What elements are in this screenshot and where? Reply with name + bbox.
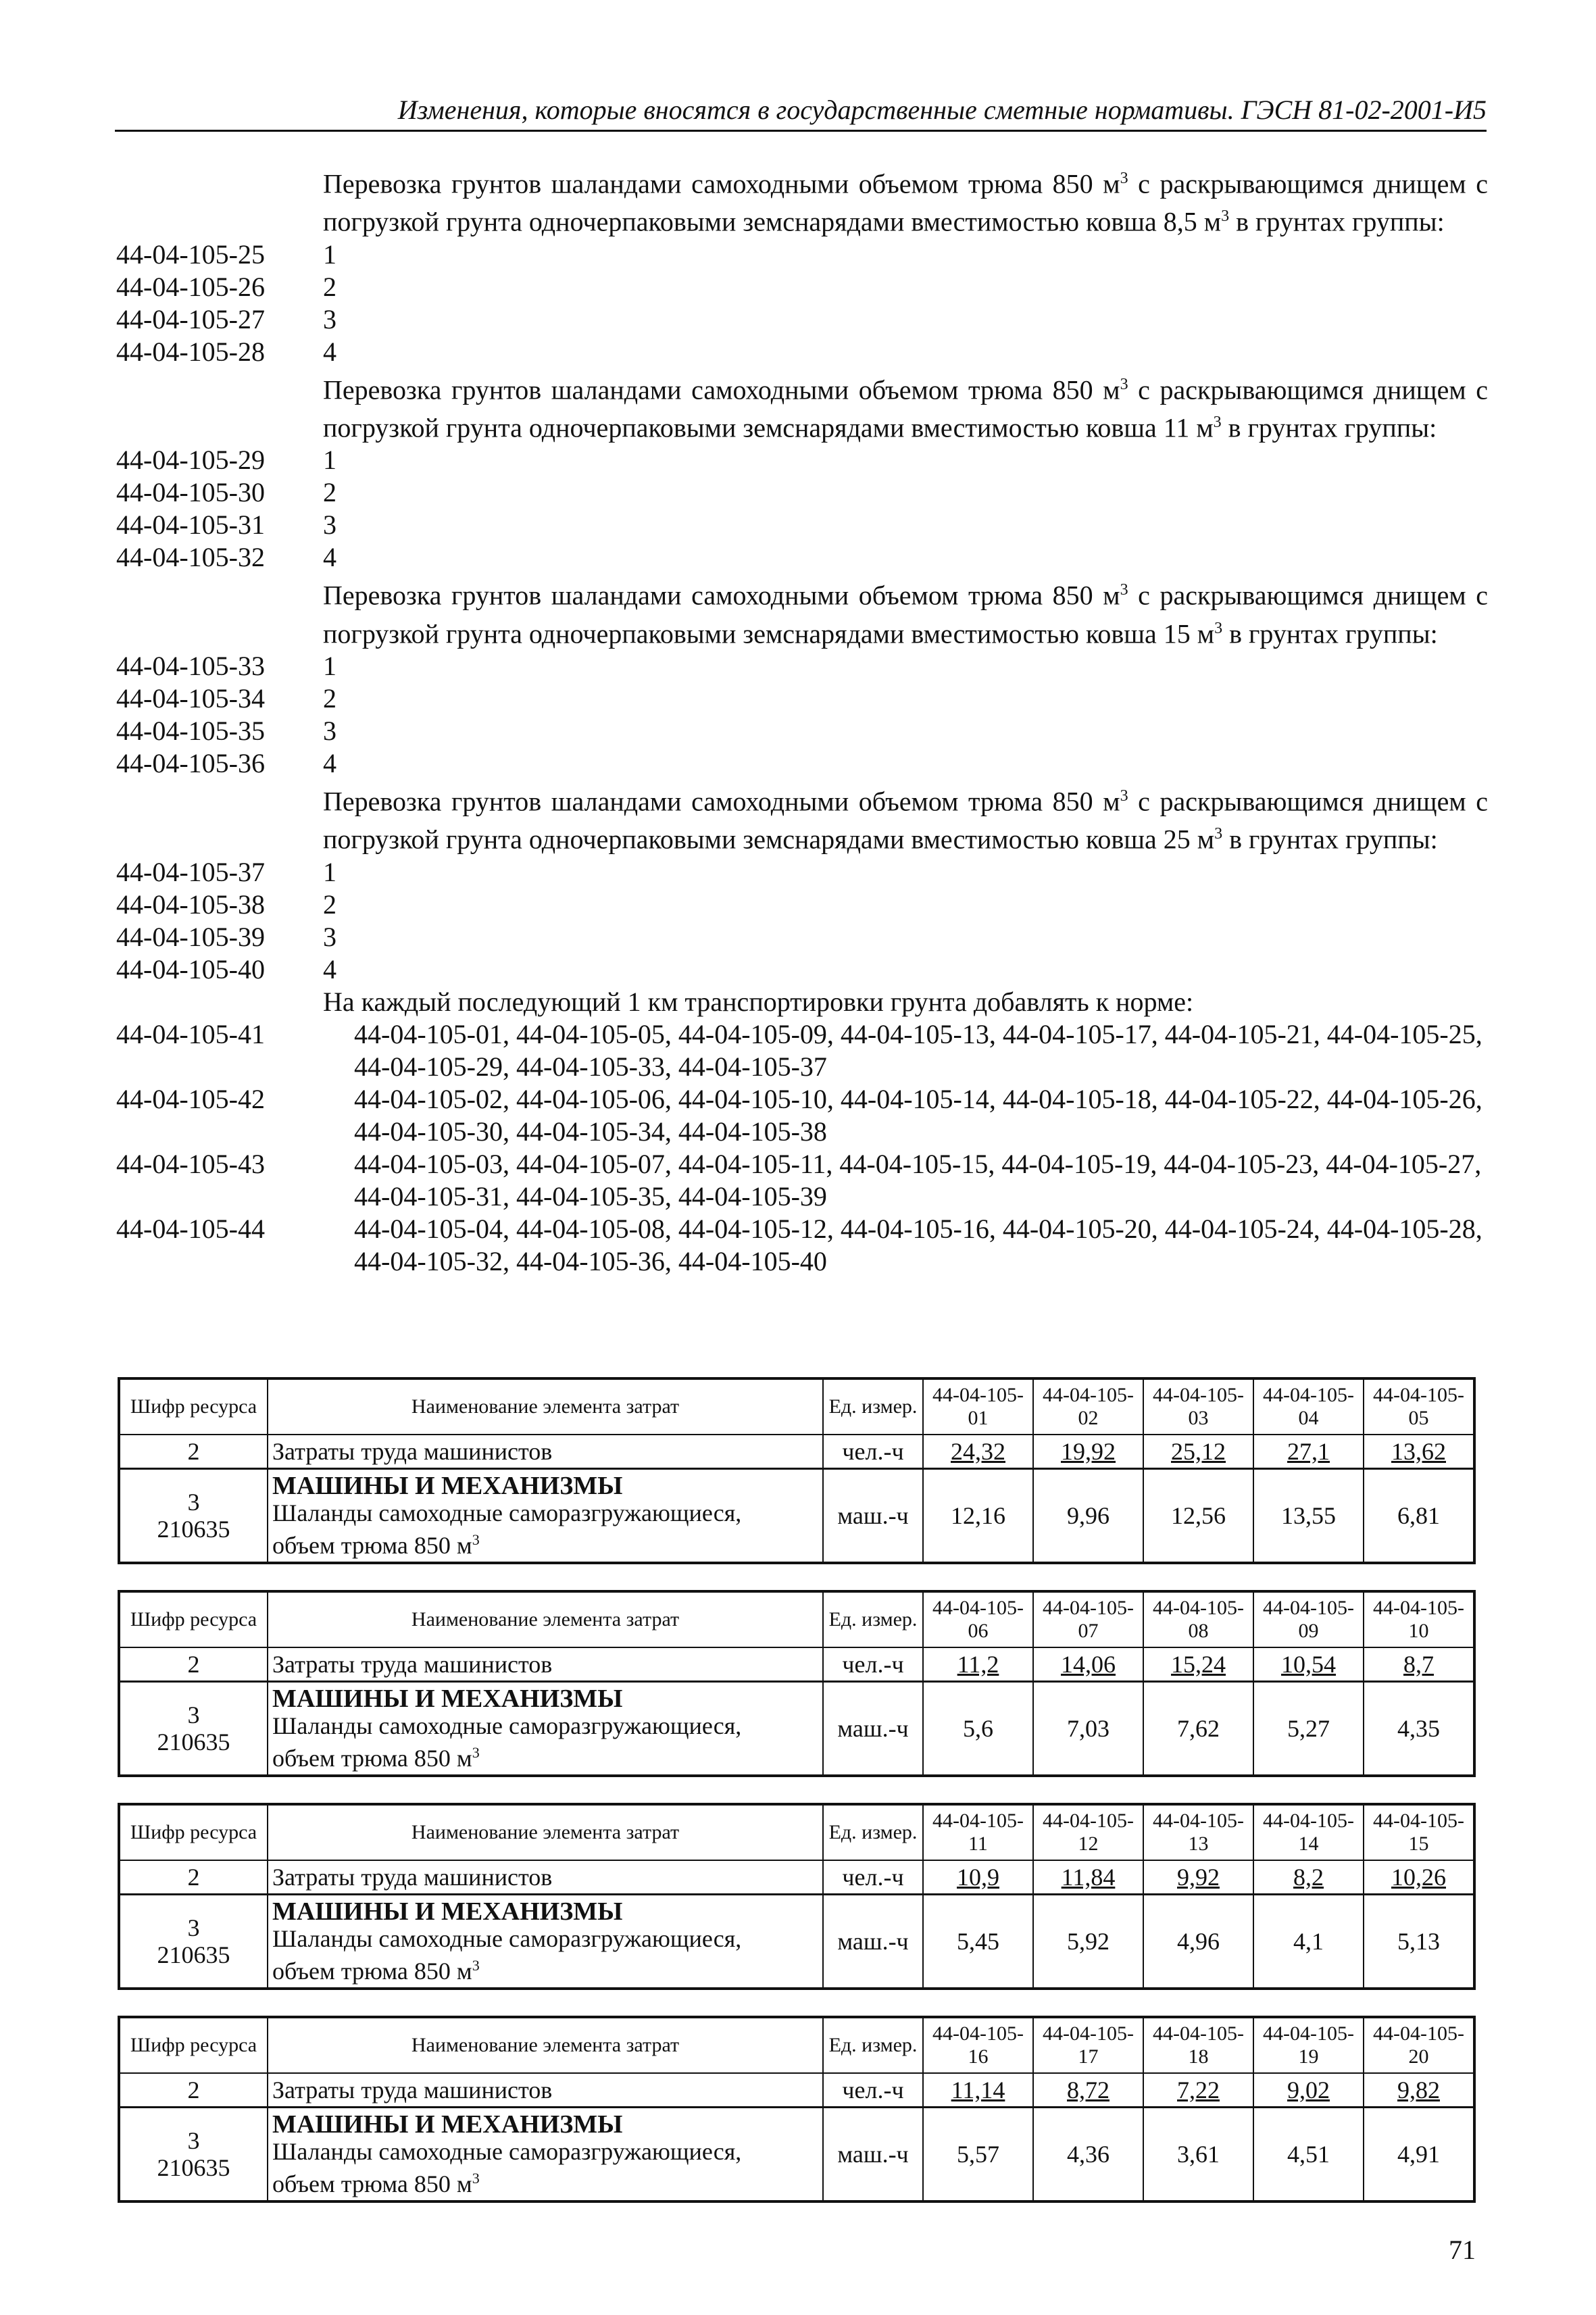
- unit: маш.-ч: [823, 2108, 923, 2202]
- value-cell: 11,14: [923, 2073, 1033, 2108]
- value-cell: 15,24: [1143, 1647, 1253, 1682]
- header-unit: Ед. измер.: [823, 1804, 923, 1860]
- machine-code: 210635: [157, 1728, 230, 1756]
- value-cell: 5,57: [923, 2108, 1033, 2202]
- header-norm-code: 44-04-105-02: [1033, 1378, 1143, 1435]
- norm-row: [116, 747, 1488, 780]
- norm-code: 44-04-105-26: [116, 271, 265, 302]
- norm-code: 44-04-105-43: [116, 1148, 265, 1179]
- value-cell: 5,13: [1364, 1895, 1474, 1989]
- norm-row: [116, 541, 1488, 574]
- soil-group-number: 2: [323, 477, 336, 508]
- referenced-norms: 44-04-105-02, 44-04-105-06, 44-04-105-10, 44-04-105-14, 44-04-105-18, 44-04-105-22, 44-04-105-26, 44-04-105-30, 44-04-105-34, 44-04-105-38: [354, 1083, 1482, 1147]
- soil-group-number: 3: [323, 509, 336, 541]
- header-norm-code: 44-04-105-01: [923, 1378, 1033, 1435]
- norm-code: 44-04-105-32: [116, 542, 265, 573]
- value-cell: 8,2: [1253, 1860, 1364, 1895]
- value-cell: 9,96: [1033, 1469, 1143, 1564]
- value-cell: 9,02: [1253, 2073, 1364, 2108]
- desc-part: с раскрывающимся днищем с погрузкой грунта одночерпаковыми земснарядами вместимостью ковша 8,5 м: [323, 168, 1488, 237]
- machine-name-text: объем трюма 850 м: [272, 2170, 472, 2197]
- table-header-row: [119, 1804, 1474, 1860]
- section-title: МАШИНЫ И МЕХАНИЗМЫ: [272, 2110, 623, 2139]
- table-header-row: [119, 1378, 1474, 1435]
- norm-row: [116, 476, 1488, 509]
- section-code: 3: [187, 2127, 200, 2154]
- soil-group-number: 4: [323, 542, 336, 573]
- norm-code: 44-04-105-33: [116, 650, 265, 681]
- machine-name-text: объем трюма 850 м: [272, 1745, 472, 1772]
- superscript: 3: [472, 1531, 480, 1548]
- norm-code: 44-04-105-28: [116, 336, 265, 367]
- table-row-labor: [119, 2073, 1474, 2108]
- superscript: 3: [472, 2170, 480, 2187]
- machine-name: Шаланды самоходные саморазгружающиеся,: [272, 1925, 742, 1952]
- section-code: 3: [187, 1701, 200, 1728]
- norm-code: 44-04-105-29: [116, 445, 265, 476]
- soil-group-number: 1: [323, 856, 336, 887]
- soil-group-number: 1: [323, 445, 336, 476]
- soil-group-number: 2: [323, 682, 336, 714]
- unit: чел.-ч: [823, 1647, 923, 1682]
- group-description: [323, 574, 1488, 650]
- value-cell: 12,56: [1143, 1469, 1253, 1564]
- table-row-machines: [119, 2108, 1474, 2202]
- value-cell: 7,62: [1143, 1682, 1253, 1776]
- machine-name-text: объем трюма 850 м: [272, 1958, 472, 1985]
- norm-row: [116, 889, 1488, 921]
- value-cell: 6,81: [1364, 1469, 1474, 1564]
- desc-part: в грунтах группы:: [1229, 206, 1445, 237]
- cost-element-name: Затраты труда машинистов: [268, 1435, 823, 1469]
- value-cell: 7,22: [1143, 2073, 1253, 2108]
- extra-row: [116, 1083, 1488, 1148]
- header-norm-code: 44-04-105-11: [923, 1804, 1033, 1860]
- norm-code: 44-04-105-31: [116, 509, 265, 541]
- norm-code: 44-04-105-34: [116, 682, 265, 714]
- value-cell: 5,27: [1253, 1682, 1364, 1776]
- header-norm-code: 44-04-105-05: [1364, 1378, 1474, 1435]
- norm-code: 44-04-105-27: [116, 303, 265, 334]
- soil-group-number: 4: [323, 953, 336, 985]
- resource-code: [119, 1469, 268, 1564]
- value-cell: 7,03: [1033, 1682, 1143, 1776]
- resource-table: [118, 2016, 1476, 2203]
- norm-row: [116, 953, 1488, 986]
- cost-element-name: Затраты труда машинистов: [268, 1647, 823, 1682]
- desc-part: в грунтах группы:: [1222, 618, 1438, 649]
- table-row-labor: [119, 1435, 1474, 1469]
- header-norm-code: 44-04-105-15: [1364, 1804, 1474, 1860]
- desc-part: Перевозка грунтов шаландами самоходными объемом трюма 850 м: [323, 580, 1120, 611]
- value-cell: 10,9: [923, 1860, 1033, 1895]
- norm-code: 44-04-105-35: [116, 715, 265, 746]
- norm-code: 44-04-105-39: [116, 921, 265, 952]
- norm-row: [116, 239, 1488, 271]
- header-norm-code: 44-04-105-13: [1143, 1804, 1253, 1860]
- norm-row: [116, 856, 1488, 889]
- section-title: МАШИНЫ И МЕХАНИЗМЫ: [272, 1685, 623, 1713]
- value-cell: 4,96: [1143, 1895, 1253, 1989]
- norms-list: [116, 162, 1488, 1278]
- group-description: [323, 162, 1488, 239]
- value-cell: 3,61: [1143, 2108, 1253, 2202]
- referenced-norms: 44-04-105-01, 44-04-105-05, 44-04-105-09, 44-04-105-13, 44-04-105-17, 44-04-105-21, 44-04-105-25, 44-04-105-29, 44-04-105-33, 44-04-105-37: [354, 1018, 1482, 1082]
- superscript: 3: [1120, 581, 1128, 599]
- cost-element-name: Затраты труда машинистов: [268, 1860, 823, 1895]
- value-cell: 13,62: [1364, 1435, 1474, 1469]
- header-norm-code: 44-04-105-18: [1143, 2017, 1253, 2073]
- page-number: 71: [1449, 2235, 1476, 2265]
- resource-table: [118, 1377, 1476, 1564]
- value-cell: 24,32: [923, 1435, 1033, 1469]
- header-unit: Ед. измер.: [823, 2017, 923, 2073]
- desc-part: в грунтах группы:: [1222, 824, 1438, 855]
- section-title: МАШИНЫ И МЕХАНИЗМЫ: [272, 1897, 623, 1926]
- norm-code: 44-04-105-36: [116, 747, 265, 778]
- extra-row: [116, 1213, 1488, 1278]
- value-cell: 25,12: [1143, 1435, 1253, 1469]
- machine-code: 210635: [157, 1516, 230, 1543]
- extra-row: [116, 1018, 1488, 1083]
- extra-row: [116, 1148, 1488, 1213]
- value-cell: 4,91: [1364, 2108, 1474, 2202]
- unit: маш.-ч: [823, 1469, 923, 1564]
- value-cell: 4,1: [1253, 1895, 1364, 1989]
- desc-part: Перевозка грунтов шаландами самоходными объемом трюма 850 м: [323, 168, 1120, 199]
- norm-row: [116, 921, 1488, 953]
- desc-part: в грунтах группы:: [1221, 412, 1437, 443]
- soil-group-number: 4: [323, 336, 336, 367]
- group-description: [323, 368, 1488, 445]
- header-norm-code: 44-04-105-20: [1364, 2017, 1474, 2073]
- machine-code: 210635: [157, 2154, 230, 2181]
- value-cell: 11,2: [923, 1647, 1033, 1682]
- value-cell: 12,16: [923, 1469, 1033, 1564]
- norm-row: [116, 509, 1488, 541]
- value-cell: 8,72: [1033, 2073, 1143, 2108]
- norm-row: [116, 271, 1488, 303]
- cost-element-name: [268, 1895, 823, 1989]
- value-cell: 19,92: [1033, 1435, 1143, 1469]
- norm-code: 44-04-105-44: [116, 1213, 265, 1244]
- norm-code: 44-04-105-40: [116, 953, 265, 985]
- norm-row: [116, 336, 1488, 368]
- header-norm-code: 44-04-105-14: [1253, 1804, 1364, 1860]
- resource-code: [119, 1682, 268, 1776]
- machine-name-cont: [272, 1952, 818, 1985]
- value-cell: 4,51: [1253, 2108, 1364, 2202]
- desc-part: Перевозка грунтов шаландами самоходными объемом трюма 850 м: [323, 374, 1120, 405]
- table-row-machines: [119, 1682, 1474, 1776]
- norm-code: 44-04-105-37: [116, 856, 265, 887]
- soil-group-number: 3: [323, 921, 336, 952]
- header-cost-element: Наименование элемента затрат: [268, 1804, 823, 1860]
- referenced-norms: 44-04-105-03, 44-04-105-07, 44-04-105-11, 44-04-105-15, 44-04-105-19, 44-04-105-23, 44-04-105-27, 44-04-105-31, 44-04-105-35, 44-04-105-39: [354, 1148, 1482, 1212]
- header-resource-code: Шифр ресурса: [119, 1804, 268, 1860]
- value-cell: 8,7: [1364, 1647, 1474, 1682]
- extra-intro: На каждый последующий 1 км транспортировки грунта добавлять к норме:: [323, 986, 1194, 1017]
- table-header-row: [119, 2017, 1474, 2073]
- norm-code: 44-04-105-42: [116, 1083, 265, 1114]
- resource-table: [118, 1803, 1476, 1990]
- unit: чел.-ч: [823, 1435, 923, 1469]
- superscript: 3: [1120, 787, 1128, 805]
- group-description: [323, 780, 1488, 856]
- norm-group: [116, 574, 1488, 780]
- norm-row: [116, 444, 1488, 476]
- header-norm-code: 44-04-105-12: [1033, 1804, 1143, 1860]
- referenced-norms: 44-04-105-04, 44-04-105-08, 44-04-105-12, 44-04-105-16, 44-04-105-20, 44-04-105-24, 44-04-105-28, 44-04-105-32, 44-04-105-36, 44-04-105-40: [354, 1213, 1482, 1276]
- norm-code: 44-04-105-30: [116, 477, 265, 508]
- cost-element-name: [268, 1682, 823, 1776]
- resource-code: 2: [119, 1860, 268, 1895]
- superscript: 3: [1214, 619, 1223, 637]
- desc-part: с раскрывающимся днищем с погрузкой грунта одночерпаковыми земснарядами вместимостью ковша 11 м: [323, 374, 1488, 443]
- superscript: 3: [472, 1957, 480, 1974]
- section-code: 3: [187, 1914, 200, 1941]
- header-norm-code: 44-04-105-16: [923, 2017, 1033, 2073]
- superscript: 3: [1213, 413, 1222, 431]
- norm-code: 44-04-105-41: [116, 1018, 265, 1049]
- desc-part: с раскрывающимся днищем с погрузкой грунта одночерпаковыми земснарядами вместимостью ковша 15 м: [323, 580, 1488, 649]
- value-cell: 10,54: [1253, 1647, 1364, 1682]
- header-cost-element: Наименование элемента затрат: [268, 1591, 823, 1647]
- resource-table: [118, 1590, 1476, 1777]
- table-row-machines: [119, 1469, 1474, 1564]
- cost-element-name: [268, 2108, 823, 2202]
- value-cell: 4,36: [1033, 2108, 1143, 2202]
- table-header-row: [119, 1591, 1474, 1647]
- table-row-labor: [119, 1647, 1474, 1682]
- superscript: 3: [1120, 170, 1128, 187]
- superscript: 3: [1221, 207, 1230, 226]
- value-cell: 27,1: [1253, 1435, 1364, 1469]
- machine-name-cont: [272, 1739, 818, 1772]
- norm-row: [116, 715, 1488, 747]
- resource-code: [119, 2108, 268, 2202]
- cost-element-name: [268, 1469, 823, 1564]
- header-norm-code: 44-04-105-08: [1143, 1591, 1253, 1647]
- section-code: 3: [187, 1489, 200, 1516]
- machine-name-cont: [272, 2165, 818, 2197]
- soil-group-number: 3: [323, 303, 336, 334]
- resource-code: [119, 1895, 268, 1989]
- resource-code: 2: [119, 2073, 268, 2108]
- header-resource-code: Шифр ресурса: [119, 2017, 268, 2073]
- header-resource-code: Шифр ресурса: [119, 1378, 268, 1435]
- cost-element-name: Затраты труда машинистов: [268, 2073, 823, 2108]
- soil-group-number: 1: [323, 650, 336, 681]
- header-norm-code: 44-04-105-03: [1143, 1378, 1253, 1435]
- value-cell: 9,92: [1143, 1860, 1253, 1895]
- soil-group-number: 3: [323, 715, 336, 746]
- header-unit: Ед. измер.: [823, 1378, 923, 1435]
- norm-group: [116, 368, 1488, 574]
- header-norm-code: 44-04-105-10: [1364, 1591, 1474, 1647]
- machine-name-text: объем трюма 850 м: [272, 1532, 472, 1559]
- desc-part: Перевозка грунтов шаландами самоходными объемом трюма 850 м: [323, 786, 1120, 817]
- soil-group-number: 2: [323, 271, 336, 302]
- header-norm-code: 44-04-105-09: [1253, 1591, 1364, 1647]
- resource-code: 2: [119, 1435, 268, 1469]
- header-norm-code: 44-04-105-04: [1253, 1378, 1364, 1435]
- value-cell: 13,55: [1253, 1469, 1364, 1564]
- soil-group-number: 1: [323, 239, 336, 270]
- machine-name: Шаланды самоходные саморазгружающиеся,: [272, 1712, 742, 1739]
- unit: чел.-ч: [823, 1860, 923, 1895]
- superscript: 3: [1214, 825, 1223, 843]
- norm-row: [116, 303, 1488, 336]
- soil-group-number: 2: [323, 889, 336, 920]
- header-cost-element: Наименование элемента затрат: [268, 2017, 823, 2073]
- machine-name-cont: [272, 1526, 818, 1559]
- unit: чел.-ч: [823, 2073, 923, 2108]
- machine-code: 210635: [157, 1941, 230, 1968]
- value-cell: 9,82: [1364, 2073, 1474, 2108]
- value-cell: 5,6: [923, 1682, 1033, 1776]
- section-title: МАШИНЫ И МЕХАНИЗМЫ: [272, 1472, 623, 1500]
- value-cell: 14,06: [1033, 1647, 1143, 1682]
- table-row-labor: [119, 1860, 1474, 1895]
- norm-group: [116, 162, 1488, 368]
- unit: маш.-ч: [823, 1682, 923, 1776]
- resource-code: 2: [119, 1647, 268, 1682]
- header-cost-element: Наименование элемента затрат: [268, 1378, 823, 1435]
- norm-row: [116, 682, 1488, 715]
- superscript: 3: [1120, 375, 1128, 393]
- superscript: 3: [472, 1744, 480, 1761]
- machine-name: Шаланды самоходные саморазгружающиеся,: [272, 1499, 742, 1526]
- value-cell: 5,92: [1033, 1895, 1143, 1989]
- value-cell: 4,35: [1364, 1682, 1474, 1776]
- resource-tables: [118, 1377, 1473, 2229]
- header-norm-code: 44-04-105-06: [923, 1591, 1033, 1647]
- value-cell: 5,45: [923, 1895, 1033, 1989]
- header-norm-code: 44-04-105-19: [1253, 2017, 1364, 2073]
- norm-group: [116, 780, 1488, 986]
- desc-part: с раскрывающимся днищем с погрузкой грунта одночерпаковыми земснарядами вместимостью ковша 25 м: [323, 786, 1488, 855]
- table-row-machines: [119, 1895, 1474, 1989]
- header-unit: Ед. измер.: [823, 1591, 923, 1647]
- value-cell: 10,26: [1364, 1860, 1474, 1895]
- norm-code: 44-04-105-38: [116, 889, 265, 920]
- header-norm-code: 44-04-105-07: [1033, 1591, 1143, 1647]
- norm-row: [116, 650, 1488, 682]
- machine-name: Шаланды самоходные саморазгружающиеся,: [272, 2138, 742, 2165]
- norm-code: 44-04-105-25: [116, 239, 265, 270]
- soil-group-number: 4: [323, 747, 336, 778]
- header-resource-code: Шифр ресурса: [119, 1591, 268, 1647]
- unit: маш.-ч: [823, 1895, 923, 1989]
- page-header: Изменения, которые вносятся в государственные сметные нормативы. ГЭСН 81-02-2001-И5: [115, 93, 1487, 132]
- value-cell: 11,84: [1033, 1860, 1143, 1895]
- header-norm-code: 44-04-105-17: [1033, 2017, 1143, 2073]
